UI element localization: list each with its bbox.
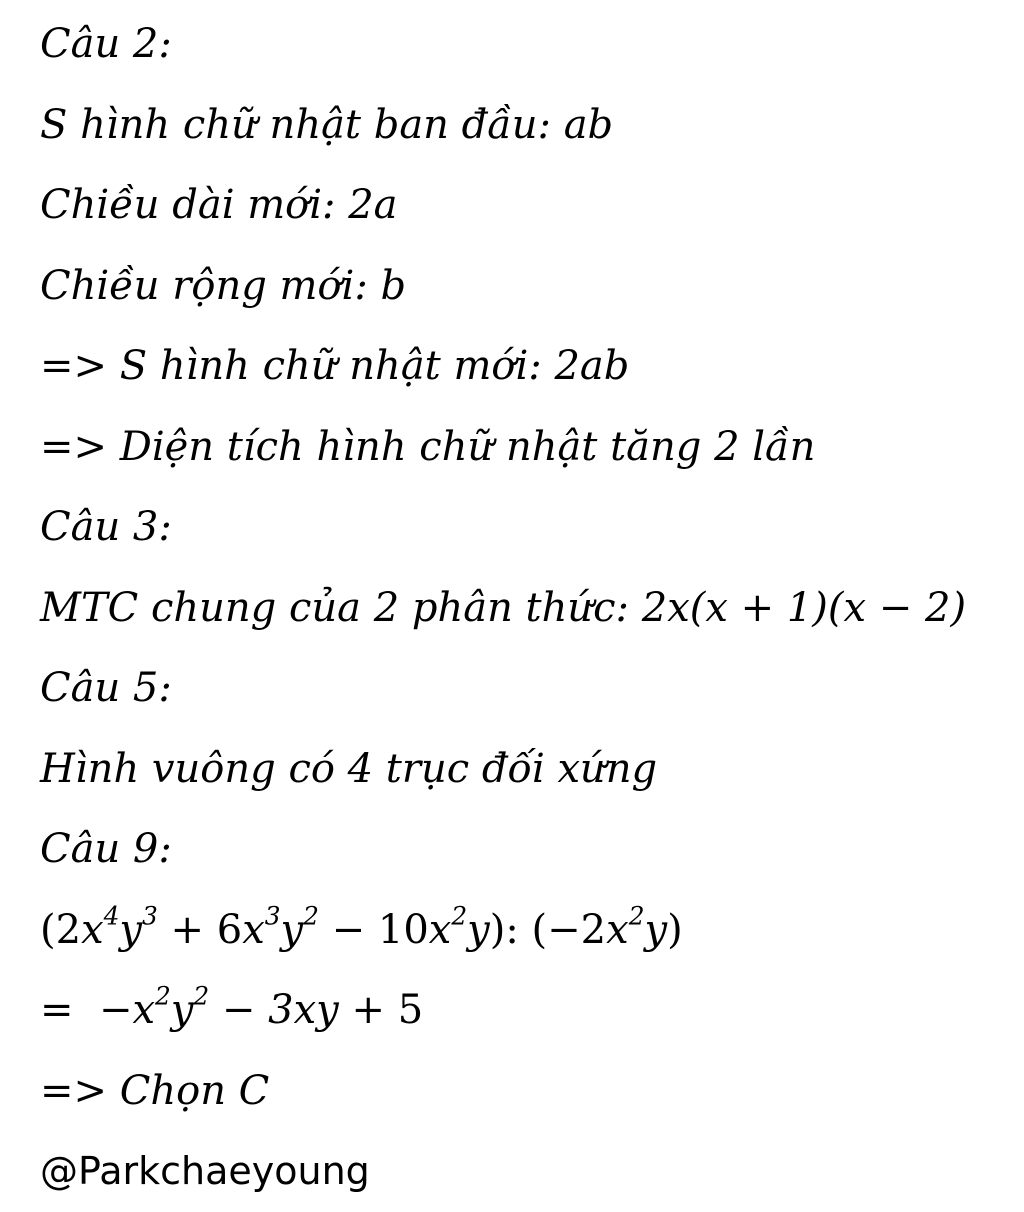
exponent: 2	[193, 981, 210, 1011]
term: 3xy	[268, 987, 339, 1033]
coef: 2	[55, 906, 82, 953]
var: x	[242, 906, 265, 953]
document-body	[40, 4, 1024, 1212]
exponent: 3	[142, 900, 158, 930]
exponent: 3	[264, 900, 281, 930]
text-line: MTC chung của 2 phân thức: 2x(x + 1)(x − 2)	[40, 584, 967, 631]
text-line: S hình chữ nhật ban đầu: ab	[40, 101, 614, 148]
heading-cau-3: Câu 3:	[40, 504, 172, 550]
coef: 6	[216, 906, 243, 953]
var: y	[644, 906, 668, 953]
var: y	[170, 987, 194, 1033]
coef: 2	[580, 906, 607, 953]
var: y	[467, 906, 490, 953]
text-line: => Diện tích hình chữ nhật tăng 2 lần	[40, 423, 816, 470]
heading-cau-9: Câu 9:	[40, 826, 172, 872]
text-line: => S hình chữ nhật mới: 2ab	[40, 343, 630, 389]
heading-cau-5: Câu 5:	[40, 665, 172, 711]
var: x	[428, 906, 452, 953]
text-line: Chiều rộng mới: b	[40, 262, 407, 309]
text-line: Chiều dài mới: 2a	[40, 182, 398, 228]
term: 5	[397, 987, 424, 1033]
exponent: 2	[628, 900, 645, 930]
var: y	[280, 906, 304, 953]
author-signature: @Parkchaeyoung	[40, 1149, 370, 1193]
heading-cau-2: Câu 2:	[40, 21, 172, 67]
coef: 10	[377, 906, 429, 953]
exponent: 2	[303, 900, 319, 930]
result-expression: = $-x^2y^2 - 3xy + 5$	[40, 981, 424, 1033]
answer-line: => Chọn C	[40, 1067, 270, 1114]
division-expression: $(2x^4y^3 + 6x^3y^2 - 10x^2y)$: $(-2x^2y)$	[40, 900, 683, 953]
text-line: Hình vuông có 4 trục đối xứng	[40, 745, 658, 792]
var: x	[606, 906, 629, 953]
var: y	[119, 906, 143, 953]
var: x	[132, 987, 156, 1033]
var: x	[81, 906, 104, 953]
exponent: 4	[103, 900, 120, 930]
exponent: 2	[155, 981, 171, 1011]
exponent: 2	[451, 900, 468, 930]
